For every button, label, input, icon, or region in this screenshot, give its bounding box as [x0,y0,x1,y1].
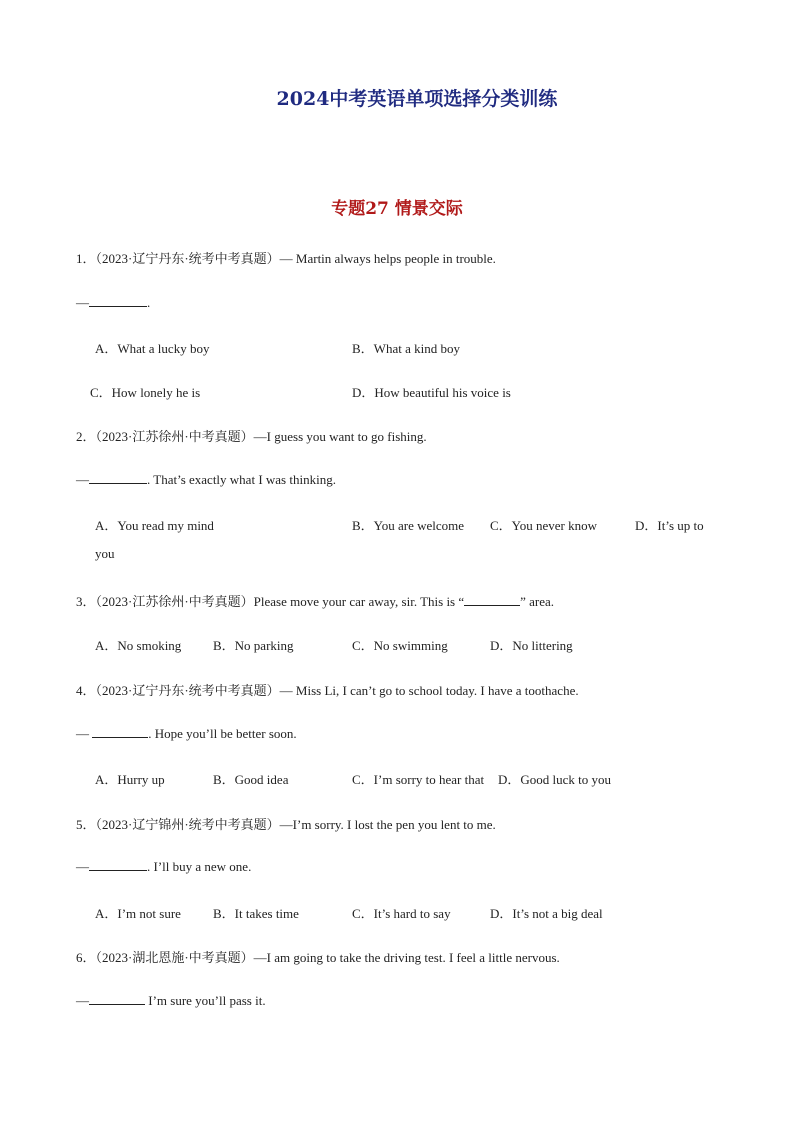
stem-tail: ” area. [520,594,555,609]
answer-blank [89,471,147,484]
answer-blank [89,294,147,307]
question-2-option-c: C．You never know [490,518,598,533]
question-2-reply [76,471,336,488]
stem-text: 3．（2023·江苏徐州·中考真题）Please move your car away, sir. This is “ [76,594,465,609]
question-1-stem: 1．（2023·辽宁丹东·统考中考真题）— Martin always helps people in trouble. [76,251,496,266]
question-1-option-c: C．How lonely he is [90,385,201,400]
question-1-option-a: A．What a lucky boy [95,341,210,356]
question-1-reply [76,294,150,311]
question-1-option-b: B．What a kind boy [352,341,460,356]
section-title: 专题27 情景交际 [331,199,463,219]
reply-tail: I’m sure you’ll pass it. [145,993,266,1008]
question-2-stem: 2．（2023·江苏徐州·中考真题）—I guess you want to go fishing. [76,429,427,444]
reply-tail: . Hope you’ll be better soon. [148,726,297,741]
answer-blank [464,593,520,606]
question-5-stem: 5．（2023·辽宁锦州·统考中考真题）—I’m sorry. I lost the pen you lent to me. [76,817,496,832]
answer-blank [92,725,148,738]
question-2-option-d-continued: you [95,546,115,561]
question-4-option-b: B．Good idea [213,772,289,787]
question-5-option-d: D．It’s not a big deal [490,906,603,921]
reply-tail: . I’ll buy a new one. [147,859,252,874]
question-6-reply [76,992,266,1009]
reply-dash: — [76,472,89,487]
question-2-option-d: D．It’s up to [635,518,704,533]
question-2-option-a: A．You read my mind [95,518,214,533]
question-3-stem [76,591,554,610]
reply-tail: . [147,295,151,310]
reply-tail: . That’s exactly what I was thinking. [147,472,336,487]
question-3-option-c: C．No swimming [352,638,448,653]
question-1-option-d: D．How beautiful his voice is [352,385,511,400]
question-4-option-a: A．Hurry up [95,772,165,787]
reply-dash: — [76,295,89,310]
question-5-option-a: A．I’m not sure [95,906,181,921]
question-3-option-d: D．No littering [490,638,573,653]
document-title: 2024中考英语单项选择分类训练 [276,88,558,110]
question-5-option-b: B．It takes time [213,906,299,921]
answer-blank [89,858,147,871]
question-6-stem: 6．（2023·湖北恩施·中考真题）—I am going to take the driving test. I feel a little nervous. [76,950,560,965]
question-2-option-b: B．You are welcome [352,518,465,533]
question-5-option-c: C．It’s hard to say [352,906,451,921]
question-3-option-b: B．No parking [213,638,294,653]
question-5-reply [76,858,251,875]
question-4-reply [76,725,297,742]
reply-dash: — [76,859,89,874]
reply-dash: — [76,993,89,1008]
question-3-option-a: A．No smoking [95,638,182,653]
question-4-option-c: C．I’m sorry to hear that [352,772,485,787]
answer-blank [89,992,145,1005]
question-4-stem: 4．（2023·辽宁丹东·统考中考真题）— Miss Li, I can’t go to school today. I have a toothache. [76,683,579,698]
question-4-option-d: D．Good luck to you [498,772,612,787]
reply-dash: — [76,726,93,741]
